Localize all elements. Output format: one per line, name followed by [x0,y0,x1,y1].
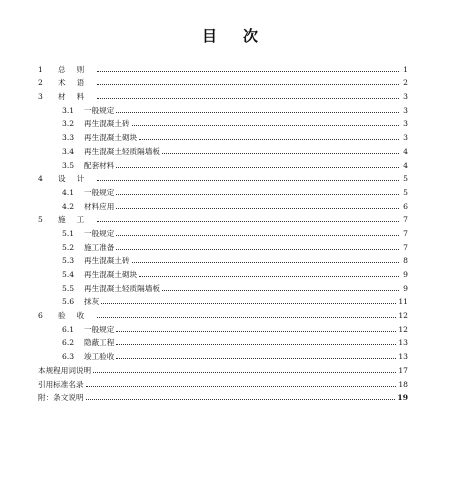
toc-entry-page-number: 4 [403,146,408,156]
toc-entry-number: 4.1 [62,187,75,197]
toc-entry-label: 施工准备 [84,242,115,252]
toc-entry[interactable] [38,128,408,142]
toc-entry-page-number: 4 [403,160,408,170]
toc-entry[interactable] [38,375,408,389]
toc-entry-label: 再生混凝土轻质隔墙板 [84,283,160,293]
toc-entry[interactable] [38,265,408,279]
dot-leader [132,261,399,263]
toc-entry-label: 施工 [58,215,96,225]
toc-entry-number: 3 [38,92,43,102]
toc-entry[interactable] [38,87,408,101]
dot-leader [116,193,399,195]
toc-entry[interactable] [38,279,408,293]
toc-entry-page-number: 1 [403,64,408,74]
toc-entry-page-number: 7 [403,242,408,252]
toc-entry-label: 本规程用词说明 [38,365,92,375]
toc-entry-page-number: 3 [403,133,408,143]
toc-entry-number: 5.5 [62,283,75,293]
toc-entry-number: 6.2 [62,338,75,348]
table-of-contents [38,60,408,402]
toc-entry-label: 再生混凝土砌块 [84,270,138,279]
toc-entry-label: 一般规定 [84,187,115,197]
toc-entry-page-number: 18 [398,379,408,389]
toc-entry-number: 4.2 [62,201,75,211]
toc-entry-label: 引用标准名录 [38,379,84,389]
toc-entry-label: 术语 [58,78,96,88]
toc-entry-page-number: 3 [403,119,408,129]
toc-entry-page-number: 17 [398,365,408,375]
toc-entry-label: 抹灰 [84,297,100,307]
toc-entry-number: 5.4 [62,270,75,279]
toc-entry[interactable] [38,252,408,266]
toc-entry-label: 总则 [58,64,96,74]
toc-entry[interactable] [38,293,408,307]
dot-leader [116,343,396,345]
toc-entry-number: 5.6 [62,297,75,307]
toc-entry-number: 3.1 [62,105,75,115]
toc-entry-label: 附：条文说明 [38,393,84,403]
page-title: 目次 [201,27,284,45]
toc-entry-label: 配套材料 [84,160,115,170]
toc-entry-label: 竣工验收 [84,352,115,362]
dot-leader [97,83,399,85]
toc-entry[interactable] [38,361,408,375]
toc-entry-page-number: 7 [403,228,408,238]
toc-entry-page-number: 5 [403,174,408,184]
toc-entry[interactable] [38,306,408,320]
toc-entry-label: 一般规定 [84,324,115,334]
toc-entry-page-number: 7 [403,215,408,225]
toc-entry-label: 再生混凝土砌块 [84,133,138,143]
toc-entry[interactable] [38,183,408,197]
toc-entry-page-number: 3 [403,92,408,102]
dot-leader [162,289,399,291]
toc-entry-number: 3.2 [62,119,75,129]
toc-entry-number: 3.3 [62,133,75,143]
dot-leader [162,152,399,154]
toc-entry-page-number: 5 [403,187,408,197]
toc-entry[interactable] [38,170,408,184]
dot-leader [116,248,399,250]
dot-leader [116,330,396,332]
toc-entry-number: 5.2 [62,242,75,252]
toc-entry-number: 3.4 [62,146,75,156]
toc-entry[interactable] [38,347,408,361]
toc-entry-label: 材料应用 [84,201,115,211]
toc-entry-number: 5 [38,215,43,225]
toc-entry[interactable] [38,238,408,252]
toc-entry-page-number: 8 [403,256,408,266]
toc-entry-page-number: 9 [403,270,408,279]
toc-entry-number: 6.3 [62,352,75,362]
toc-entry-number: 1 [38,64,43,74]
toc-entry[interactable] [38,389,408,403]
toc-entry-page-number: 11 [398,297,408,307]
toc-entry-number: 5.3 [62,256,75,266]
toc-entry-number: 4 [38,174,43,184]
toc-entry[interactable] [38,211,408,225]
toc-entry[interactable] [38,115,408,129]
dot-leader [139,275,399,277]
toc-entry-label: 一般规定 [84,228,115,238]
dot-leader [97,316,396,318]
toc-entry-label: 一般规定 [84,105,115,115]
toc-entry[interactable] [38,197,408,211]
toc-entry-label: 验收 [58,311,96,321]
toc-entry-page-number: 12 [398,324,408,334]
toc-entry-page-number: 3 [403,105,408,115]
dot-leader [86,398,396,400]
toc-entry-number: 5.1 [62,228,75,238]
toc-entry-number: 6.1 [62,324,75,334]
toc-entry[interactable] [38,74,408,88]
toc-entry[interactable] [38,60,408,74]
dot-leader [139,138,399,140]
toc-entry-number: 3.5 [62,160,75,170]
toc-entry-label: 再生混凝土砖 [84,256,130,266]
dot-leader [97,220,399,222]
toc-entry-page-number: 19 [397,393,408,403]
toc-entry-label: 再生混凝土轻质隔墙板 [84,146,160,156]
dot-leader [116,357,396,359]
toc-entry[interactable] [38,334,408,348]
toc-entry-page-number: 13 [398,352,408,362]
dot-leader [97,179,399,181]
toc-entry-number: 6 [38,311,43,321]
toc-entry-number: 2 [38,78,43,88]
toc-entry-page-number: 2 [403,78,408,88]
dot-leader [86,385,397,387]
toc-entry-label: 再生混凝土砖 [84,119,130,129]
toc-entry[interactable] [38,101,408,115]
toc-entry-page-number: 13 [398,338,408,348]
dot-leader [116,207,399,209]
dot-leader [97,70,399,72]
toc-entry[interactable] [38,142,408,156]
toc-entry-page-number: 9 [403,283,408,293]
toc-entry[interactable] [38,320,408,334]
toc-entry-label: 材料 [58,92,96,102]
dot-leader [97,97,399,99]
dot-leader [116,234,399,236]
toc-entry[interactable] [38,156,408,170]
toc-entry-label: 隐蔽工程 [84,338,115,348]
dot-leader [132,124,399,126]
toc-entry-page-number: 6 [403,201,408,211]
dot-leader [116,166,399,168]
toc-entry-page-number: 12 [398,311,408,321]
dot-leader [101,302,396,304]
toc-entry[interactable] [38,224,408,238]
dot-leader [116,111,399,113]
dot-leader [93,371,396,373]
toc-entry-label: 设计 [58,174,96,184]
